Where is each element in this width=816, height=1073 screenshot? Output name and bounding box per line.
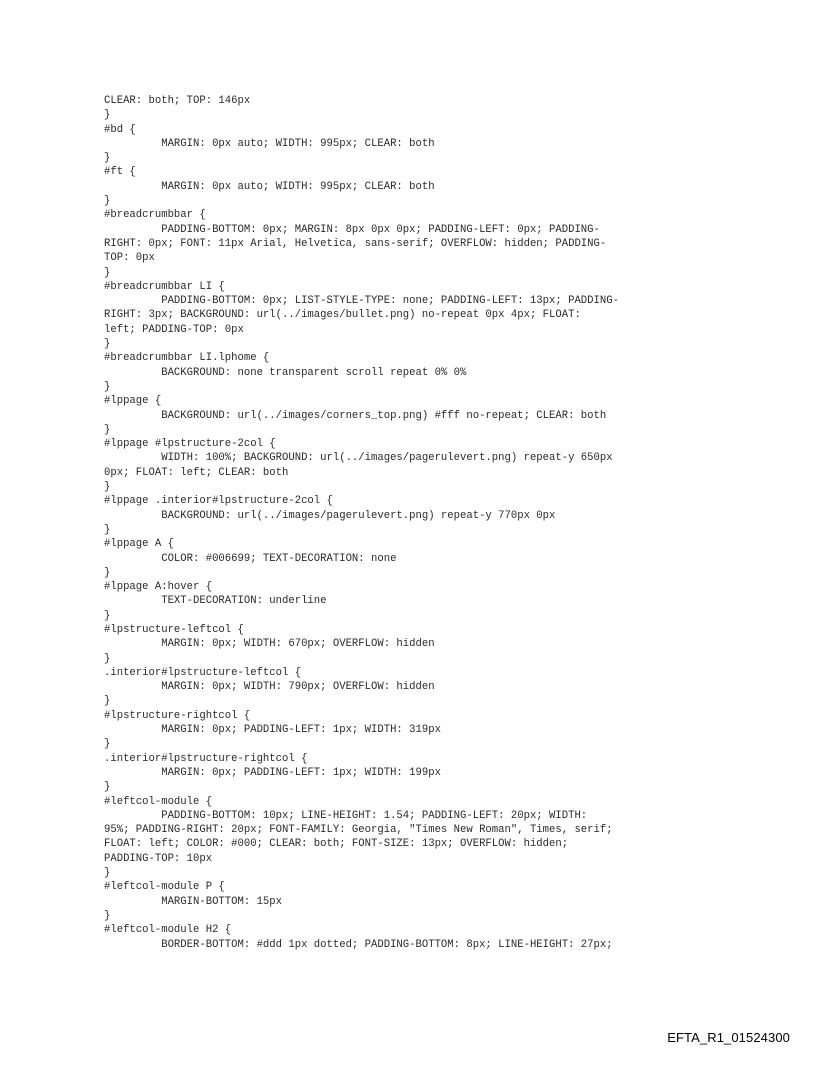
code-line: FLOAT: left; COLOR: #000; CLEAR: both; FONT-SIZE: 13px; OVERFLOW: hidden; bbox=[104, 838, 569, 851]
code-line: #lppage A:hover { bbox=[104, 581, 213, 594]
code-line: } bbox=[104, 481, 111, 494]
code-line: TOP: 0px bbox=[104, 252, 155, 265]
code-line: COLOR: #006699; TEXT-DECORATION: none bbox=[104, 552, 397, 565]
code-line: 95%; PADDING-RIGHT: 20px; FONT-FAMILY: Georgia, "Times New Roman", Times, serif; bbox=[104, 824, 613, 837]
css-code-listing bbox=[104, 94, 754, 952]
code-line: #breadcrumbbar LI { bbox=[104, 280, 225, 293]
code-line: PADDING-BOTTOM: 0px; LIST-STYLE-TYPE: none; PADDING-LEFT: 13px; PADDING- bbox=[104, 295, 619, 308]
code-line: 0px; FLOAT: left; CLEAR: both bbox=[104, 466, 289, 479]
code-line: MARGIN: 0px; PADDING-LEFT: 1px; WIDTH: 319px bbox=[104, 724, 441, 737]
code-line: #lpstructure-leftcol { bbox=[104, 623, 244, 636]
code-line: MARGIN: 0px; WIDTH: 790px; OVERFLOW: hidden bbox=[104, 681, 435, 694]
code-line: TEXT-DECORATION: underline bbox=[104, 595, 327, 608]
code-line: MARGIN-BOTTOM: 15px bbox=[104, 895, 283, 908]
code-line: } bbox=[104, 195, 111, 208]
code-line: MARGIN: 0px; PADDING-LEFT: 1px; WIDTH: 199px bbox=[104, 766, 441, 779]
code-line: PADDING-BOTTOM: 10px; LINE-HEIGHT: 1.54; PADDING-LEFT: 20px; WIDTH: bbox=[104, 809, 588, 822]
code-line: } bbox=[104, 609, 111, 622]
code-line: #breadcrumbbar LI.lphome { bbox=[104, 352, 270, 365]
code-line: } bbox=[104, 109, 111, 122]
code-line: #bd { bbox=[104, 123, 136, 136]
code-line: left; PADDING-TOP: 0px bbox=[104, 323, 244, 336]
code-line: #lppage A { bbox=[104, 538, 174, 551]
code-line: #lppage #lpstructure-2col { bbox=[104, 438, 276, 451]
code-line: } bbox=[104, 523, 111, 536]
code-line: .interior#lpstructure-leftcol { bbox=[104, 666, 302, 679]
code-line: WIDTH: 100%; BACKGROUND: url(../images/pagerulevert.png) repeat-y 650px bbox=[104, 452, 613, 465]
code-line: #lpstructure-rightcol { bbox=[104, 709, 251, 722]
code-line: } bbox=[104, 695, 111, 708]
code-line: BACKGROUND: url(../images/pagerulevert.png) repeat-y 770px 0px bbox=[104, 509, 556, 522]
code-line: PADDING-TOP: 10px bbox=[104, 852, 213, 865]
code-line: } bbox=[104, 380, 111, 393]
code-line: MARGIN: 0px auto; WIDTH: 995px; CLEAR: both bbox=[104, 180, 435, 193]
code-line: #leftcol-module P { bbox=[104, 881, 225, 894]
code-line: RIGHT: 3px; BACKGROUND: url(../images/bullet.png) no-repeat 0px 4px; FLOAT: bbox=[104, 309, 581, 322]
code-line: CLEAR: both; TOP: 146px bbox=[104, 95, 251, 107]
code-line: } bbox=[104, 152, 111, 165]
code-line: #leftcol-module H2 { bbox=[104, 924, 232, 937]
code-line: } bbox=[104, 867, 111, 880]
code-line: } bbox=[104, 652, 111, 665]
code-line: BACKGROUND: url(../images/corners_top.png) #fff no-repeat; CLEAR: both bbox=[104, 409, 607, 422]
code-line: } bbox=[104, 909, 111, 922]
code-line: PADDING-BOTTOM: 0px; MARGIN: 8px 0px 0px; PADDING-LEFT: 0px; PADDING- bbox=[104, 223, 600, 236]
code-line: } bbox=[104, 738, 111, 751]
code-line: } bbox=[104, 781, 111, 794]
code-line: #leftcol-module { bbox=[104, 795, 213, 808]
code-line: #ft { bbox=[104, 166, 136, 179]
code-line: #lppage { bbox=[104, 395, 162, 408]
code-line: } bbox=[104, 423, 111, 436]
code-line: MARGIN: 0px auto; WIDTH: 995px; CLEAR: both bbox=[104, 137, 435, 150]
code-line: .interior#lpstructure-rightcol { bbox=[104, 752, 308, 765]
code-line: MARGIN: 0px; WIDTH: 670px; OVERFLOW: hidden bbox=[104, 638, 435, 651]
code-line: BACKGROUND: none transparent scroll repeat 0% 0% bbox=[104, 366, 467, 379]
code-line: } bbox=[104, 566, 111, 579]
code-line: } bbox=[104, 266, 111, 279]
code-line: } bbox=[104, 338, 111, 351]
code-line: #lppage .interior#lpstructure-2col { bbox=[104, 495, 333, 508]
code-line: #breadcrumbbar { bbox=[104, 209, 206, 222]
code-line: RIGHT: 0px; FONT: 11px Arial, Helvetica, sans-serif; OVERFLOW: hidden; PADDING- bbox=[104, 237, 607, 250]
document-id-stamp: EFTA_R1_01524300 bbox=[667, 1030, 790, 1045]
code-line: BORDER-BOTTOM: #ddd 1px dotted; PADDING-BOTTOM: 8px; LINE-HEIGHT: 27px; bbox=[104, 938, 613, 951]
